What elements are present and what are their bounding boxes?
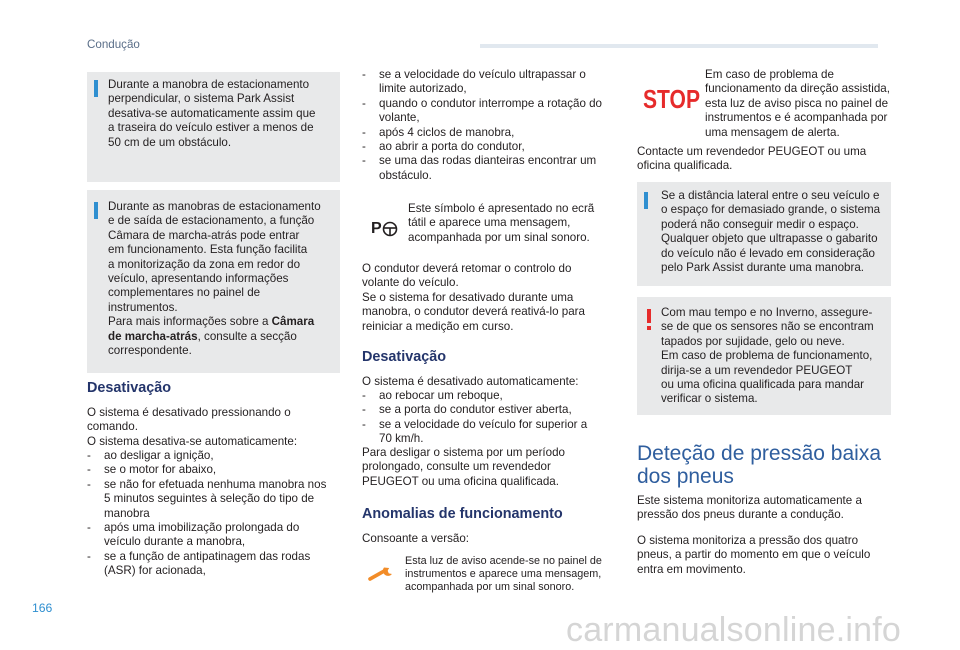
list-dash: -: [362, 68, 366, 81]
list-item: [87, 463, 340, 477]
wrench-warning-text: Esta luz de aviso acende-se no painel de instrumentos e aparece uma mensagem, acompanhada por um sinal sonoro.: [405, 555, 602, 594]
warning-exclamation-icon: [647, 309, 651, 323]
list-item: [87, 521, 340, 550]
auto-deactivation-list: [87, 449, 340, 579]
svg-text:P: P: [371, 220, 382, 237]
list-dash: -: [362, 389, 366, 402]
list-item-text: após 4 ciclos de manobra,: [379, 125, 515, 139]
park-symbol-text: Este símbolo é apresentado no ecrã tátil e aparece uma mensagem, acompanhada por um sinal sonoro.: [408, 202, 595, 244]
park-assist-icon: [370, 217, 398, 237]
warning-note-text: Com mau tempo e no Inverno, assegure- se de que os sensores não se encontram tapados por sujidade, gelo ou neve. Em caso de problema de funcionamento, dirija-se a um revendedor PEUGEOT ou uma oficina qualificada para mandar verificar o sistema.: [661, 306, 874, 406]
info-bar-icon: [94, 80, 98, 97]
tyre-pressure-para-2: O sistema monitoriza a pressão dos quatro pneus, a partir do momento em que o veículo entra em movimento.: [637, 534, 871, 576]
chapter-title: Condução: [87, 38, 140, 51]
info-note-lateral-distance: [637, 182, 891, 286]
info-note-text: Se a distância lateral entre o seu veículo e o espaço for demasiado grande, o sistema poderá não conseguir medir o espaço. Qualquer objeto que ultrapasse o gabarito do veículo não é levado em consideração pelo Park Assist durante uma manobra.: [661, 189, 881, 275]
contact-dealer-text: Contacte um revendedor PEUGEOT ou uma oficina qualificada.: [637, 145, 867, 173]
list-item-text: ao rebocar um reboque,: [379, 389, 503, 402]
list-item-text: ao desligar a ignição,: [104, 449, 214, 462]
list-dash: -: [87, 549, 91, 563]
list-item-text: se a velocidade do veículo for superior a 70 km/h.: [379, 417, 588, 446]
list-item: [362, 140, 620, 154]
note-bold-link: Câmara de marcha-atrás: [108, 315, 315, 343]
list-dash: -: [362, 140, 366, 154]
version-intro: Consoante a versão:: [362, 532, 469, 545]
prolonged-deactivation-text: Para desligar o sistema por um período prolongado, consulte um revendedor PEUGEOT ou uma oficina qualificada.: [362, 446, 565, 488]
list-item-text: quando o condutor interrompe a rotação do volante,: [379, 96, 603, 125]
list-item-text: se não for efetuada nenhuma manobra nos 5 minutos seguintes à seleção do tipo de manobra: [104, 477, 327, 520]
list-item: [362, 389, 620, 403]
info-note-reverse-camera: [87, 190, 340, 373]
list-item-text: se o motor for abaixo,: [104, 463, 217, 477]
list-dash: -: [362, 96, 366, 110]
page-number: 166: [32, 601, 53, 615]
list-item-text: se uma das rodas dianteiras encontrar um obstáculo.: [379, 154, 597, 182]
list-dash: -: [362, 403, 366, 417]
list-dash: -: [87, 477, 91, 491]
list-item: [362, 154, 620, 183]
stop-icon: [643, 84, 700, 114]
warning-note-weather: [637, 297, 891, 415]
list-dash: -: [362, 125, 366, 139]
list-item: [87, 478, 340, 521]
list-dash: -: [87, 463, 91, 477]
list-item: [87, 449, 340, 463]
deactivation-conditions-list: [362, 68, 620, 183]
list-item-text: se a porta do condutor estiver aberta,: [379, 403, 572, 417]
list-dash: -: [362, 154, 366, 168]
list-item: [87, 550, 340, 579]
tyre-pressure-para-1: Este sistema monitoriza automaticamente a pressão dos pneus durante a condução.: [637, 494, 862, 522]
info-bar-icon: [94, 202, 98, 219]
info-note-stationing: [87, 72, 340, 182]
list-item: [362, 418, 620, 447]
list-item: [362, 68, 620, 97]
header-divider: [480, 44, 878, 48]
stop-icon-label: STOP: [643, 84, 700, 114]
list-dash: -: [87, 521, 91, 535]
driver-control-text: O condutor deverá retomar o controlo do volante do veículo. Se o sistema for desativado durante uma manobra, o condutor deverá reativá-lo para reiniciar a medição em curso.: [362, 262, 585, 333]
info-note-text: [108, 200, 338, 358]
site-watermark: carmanualsonline.info: [566, 611, 901, 649]
wrench-warning-icon: [367, 563, 399, 583]
list-item-text: se a velocidade do veículo ultrapassar o limite autorizado,: [379, 68, 586, 96]
deactivation-intro: O sistema é desativado pressionando o comando. O sistema desativa-se automaticamente:: [87, 406, 298, 448]
section-heading-malfunctions: Anomalias de funcionamento: [362, 506, 563, 522]
section-heading-deactivation: Desativação: [87, 380, 171, 396]
list-item: [362, 97, 620, 126]
auto-deactivation-intro: O sistema é desativado automaticamente:: [362, 375, 579, 388]
warning-exclamation-dot: [647, 326, 651, 330]
list-item: [362, 126, 620, 140]
list-item-text: se a função de antipatinagem das rodas (ASR) for acionada,: [104, 549, 311, 578]
note-tail-text: , consulte a secção correspondente.: [108, 329, 297, 358]
note-main-text: Durante as manobras de estacionamento e de saída de estacionamento, a função Câmara de marcha-atrás pode entrar em funcionamento. Esta função facilita a monitorização da zona em redor do veículo, apresentando informações complementares no painel de instrumentos. Para mais informações sobre a: [108, 200, 321, 329]
info-note-text: Durante a manobra de estacionamento perpendicular, o sistema Park Assist desativa-se automaticamente assim que a traseira do veículo estiver a menos de 50 cm de um obstáculo.: [108, 78, 316, 149]
list-item-text: após uma imobilização prolongada do veículo durante a manobra,: [104, 521, 300, 549]
list-item: [362, 403, 620, 417]
auto-deactivation-list-2: [362, 389, 620, 447]
section-heading-deactivation-2: Desativação: [362, 349, 446, 365]
info-bar-icon: [644, 192, 648, 209]
list-dash: -: [362, 417, 366, 431]
list-item-text: ao abrir a porta do condutor,: [379, 140, 525, 154]
section-title-tyre-pressure: Deteção de pressão baixa dos pneus: [637, 442, 881, 488]
stop-warning-text: Em caso de problema de funcionamento da direção assistida, esta luz de aviso pisca no painel de instrumentos e é acompanhada por uma mensagem de alerta.: [705, 68, 890, 139]
list-dash: -: [87, 449, 91, 462]
